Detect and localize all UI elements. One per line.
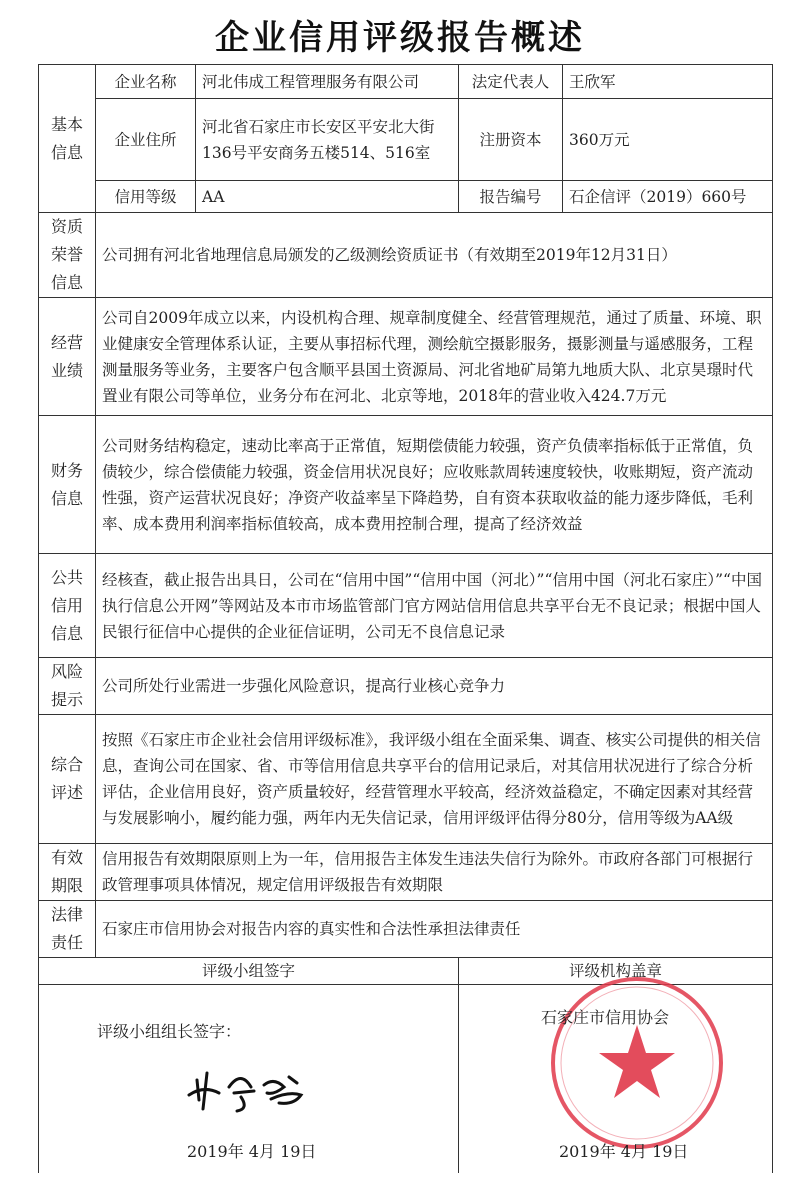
capital-label: 注册资本	[459, 99, 563, 181]
leader-signature-label: 评级小组组长签字：	[97, 1022, 242, 1041]
team-sign-date: 2019年 4月 19日	[187, 1142, 317, 1161]
capital: 360万元	[563, 99, 773, 181]
section-text: 信用报告有效期限原则上为一年，信用报告主体发生违法失信行为除外。市政府各部门可根据行政管理事项具体情况，规定信用评级报告有效期限	[96, 844, 773, 901]
section-label: 风险提示	[39, 658, 96, 715]
section-text: 公司所处行业需进一步强化风险意识，提高行业核心竞争力	[96, 658, 773, 715]
handwritten-signature	[179, 1065, 329, 1115]
section-text: 公司自2009年成立以来，内设机构合理、规章制度健全、经营管理规范，通过了质量、环境、职业健康安全管理体系认证，主要从事招标代理，测绘航空摄影服务，摄影测量与遥感服务，工程测量服务等业务，主要客户包含顺平县国土资源局、河北省地矿局第九地质大队、北京昊璟时代置业有限公司等单位，业务分布在河北、北京等地，2018年的营业收入424.7万元	[96, 298, 773, 416]
section-label: 法律责任	[39, 901, 96, 958]
section-label: 综合评述	[39, 715, 96, 844]
page-title: 企业信用评级报告概述	[215, 18, 585, 58]
company-name-label: 企业名称	[96, 65, 196, 99]
legal-rep-label: 法定代表人	[459, 65, 563, 99]
address: 河北省石家庄市长安区平安北大街136号平安商务五楼514、516室	[196, 99, 459, 181]
report-number: 石企信评（2019）660号	[563, 181, 773, 213]
credit-grade: AA	[196, 181, 459, 213]
section-label-basic: 基本信息	[39, 65, 96, 213]
company-name: 河北伟成工程管理服务有限公司	[196, 65, 459, 99]
report-number-label: 报告编号	[459, 181, 563, 213]
section-text: 公司财务结构稳定，速动比率高于正常值，短期偿债能力较强，资产负债率指标低于正常值，负债较少，综合偿债能力较强，资金信用状况良好；应收账款周转速度较快，收账期短，资产流动性强，资产运营状况良好；净资产收益率呈下降趋势，自有资本获取收益的能力逐步降低，毛利率、成本费用利润率指标值较高，成本费用控制合理，提高了经济效益	[96, 416, 773, 554]
address-label: 企业住所	[96, 99, 196, 181]
section-text: 经核查，截止报告出具日，公司在“信用中国”“信用中国（河北）”“信用中国（河北石家庄）”“中国执行信息公开网”等网站及本市市场监管部门官方网站信用信息共享平台无不良记录；根据中国人民银行征信中心提供的企业征信证明，公司无不良信息记录	[96, 554, 773, 658]
rating-org-header: 评级机构盖章	[459, 958, 773, 985]
section-label: 有效期限	[39, 844, 96, 901]
org-seal-area	[459, 985, 773, 1174]
team-signature-area	[39, 985, 459, 1174]
section-text: 公司拥有河北省地理信息局颁发的乙级测绘资质证书（有效期至2019年12月31日）	[96, 213, 773, 298]
section-text: 石家庄市信用协会对报告内容的真实性和合法性承担法律责任	[96, 901, 773, 958]
org-name: 石家庄市信用协会	[541, 1008, 670, 1027]
rating-team-header: 评级小组签字	[39, 958, 459, 985]
section-label: 公共信用信息	[39, 554, 96, 658]
section-label: 资质荣誉信息	[39, 213, 96, 298]
grade-label: 信用等级	[96, 181, 196, 213]
section-text: 按照《石家庄市企业社会信用评级标准》，我评级小组在全面采集、调查、核实公司提供的相关信息，查询公司在国家、省、市等信用信息共享平台的信用记录后，对其信用状况进行了综合分析评估，企业信用良好，资产质量较好，经营管理水平较高，经济效益稳定，不确定因素对其经营与发展影响小，履约能力强，两年内无失信记录，信用评级评估得分80分，信用等级为AA级	[96, 715, 773, 844]
legal-rep: 王欣军	[563, 65, 773, 99]
section-label: 经营业绩	[39, 298, 96, 416]
official-seal	[547, 973, 727, 1153]
org-seal-date: 2019年 4月 19日	[559, 1142, 689, 1161]
section-label: 财务信息	[39, 416, 96, 554]
report-table	[38, 64, 773, 1173]
